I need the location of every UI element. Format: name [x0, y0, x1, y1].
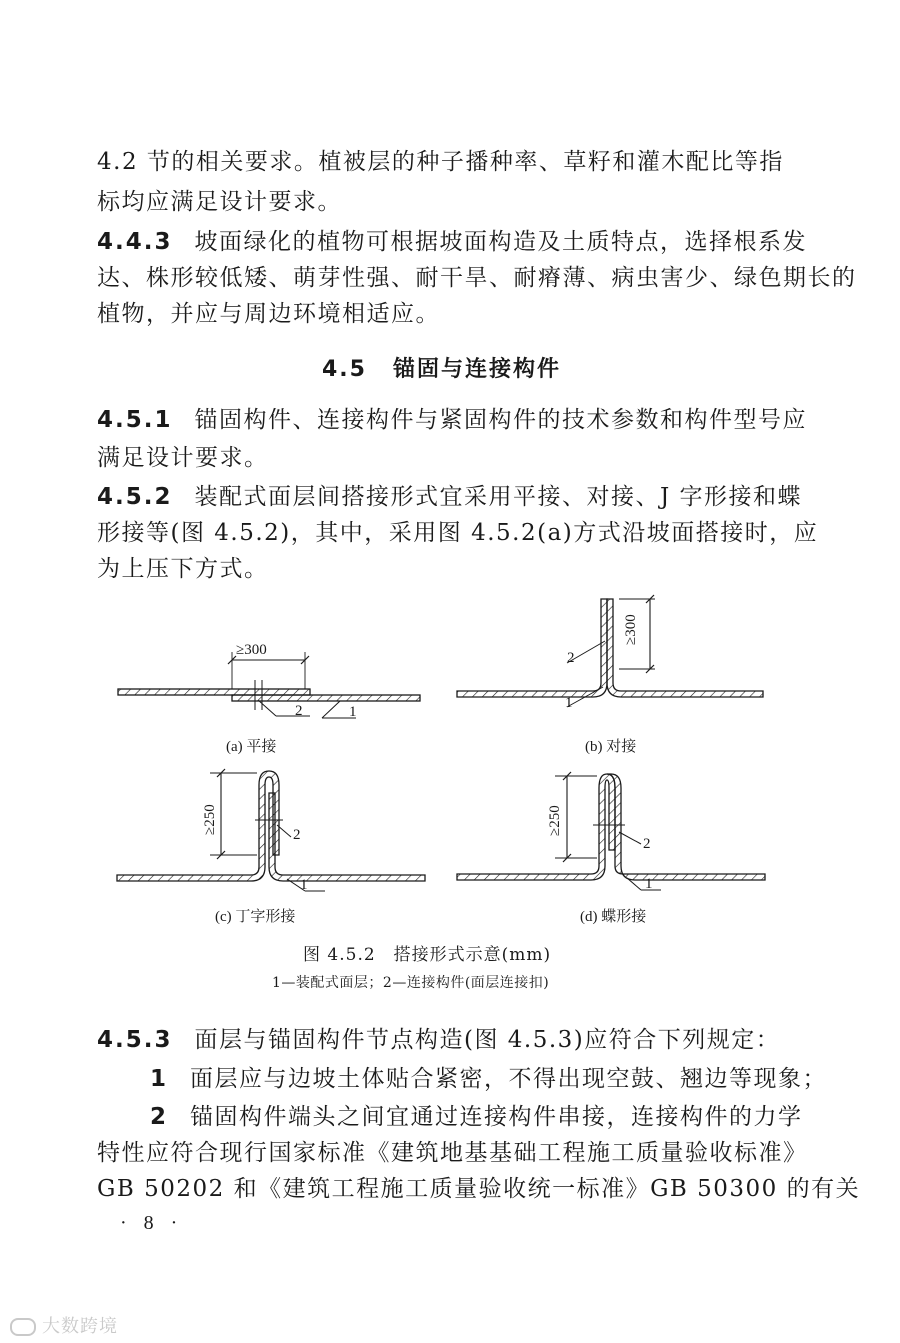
- panel-right: [232, 695, 420, 701]
- clause-4-5-3: [97, 1025, 780, 1055]
- clause-number: 4.5.1: [97, 407, 173, 433]
- caption-c: (c) 丁字形接: [215, 909, 296, 925]
- text-line: 满足设计要求。: [97, 445, 269, 471]
- item-number: 2: [150, 1104, 169, 1130]
- clause-text: 装配式面层间搭接形式宜采用平接、对接、J 字形接和蝶: [194, 484, 803, 510]
- watermark: [10, 1312, 118, 1338]
- panel-right: [607, 599, 763, 697]
- page-number: · 8 ·: [120, 1212, 184, 1234]
- text-line: 为上压下方式。: [97, 556, 269, 582]
- clause-text: 坡面绿化的植物可根据坡面构造及土质特点，选择根系发: [194, 229, 807, 255]
- clause-4-4-3: [97, 227, 807, 257]
- figure-b-diagram: [455, 595, 775, 720]
- caption-a: (a) 平接: [226, 739, 277, 755]
- watermark-text: 大数跨境: [42, 1316, 118, 1337]
- section-number: 4.5: [322, 357, 367, 382]
- leader-2: [258, 700, 276, 716]
- panel-left: [118, 689, 310, 695]
- leader-1: [322, 701, 340, 718]
- figure-c-diagram: [115, 765, 435, 895]
- label-2: 2: [295, 703, 303, 719]
- text-line: 形接等(图 4.5.2)，其中，采用图 4.5.2(a)方式沿坡面搭接时，应: [97, 520, 819, 546]
- clause-text: 锚固构件、连接构件与紧固构件的技术参数和构件型号应: [194, 407, 807, 433]
- text-line: 4.2 节的相关要求。植被层的种子播种率、草籽和灌木配比等指: [97, 149, 784, 175]
- label-2: 2: [643, 836, 651, 852]
- label-1: 1: [300, 877, 308, 893]
- figure-title: 图 4.5.2 搭接形式示意(mm): [303, 945, 552, 965]
- dim-label: ≥250: [547, 805, 563, 836]
- caption-b: (b) 对接: [585, 739, 637, 755]
- clause-number: 4.5.3: [97, 1027, 173, 1053]
- label-1: 1: [565, 695, 573, 711]
- panel-right: [607, 774, 765, 880]
- clause-number: 4.4.3: [97, 229, 173, 255]
- figure-a-diagram: [110, 640, 430, 720]
- item-2: [150, 1102, 803, 1132]
- text-line: 达、株形较低矮、萌芽性强、耐干旱、耐瘠薄、病虫害少、绿色期长的: [97, 265, 857, 291]
- figure-d-diagram: [455, 770, 775, 895]
- panel-left: [117, 771, 279, 881]
- label-1: 1: [349, 704, 357, 720]
- item-text: 锚固构件端头之间宜通过连接构件串接，连接构件的力学: [190, 1104, 803, 1130]
- label-2: 2: [567, 650, 575, 666]
- section-title: 锚固与连接构件: [392, 357, 561, 382]
- item-text: 面层应与边坡土体贴合紧密，不得出现空鼓、翘边等现象；: [190, 1066, 828, 1092]
- section-heading: [322, 352, 561, 383]
- panel-left: [457, 774, 615, 880]
- leader-2: [619, 832, 641, 844]
- dim-label: ≥300: [236, 642, 267, 658]
- text-line: 植物，并应与周边环境相适应。: [97, 301, 440, 327]
- dim-label: ≥300: [623, 614, 639, 645]
- clause-4-5-2: [97, 482, 802, 512]
- figure-note: 1—装配式面层；2—连接构件(面层连接扣): [272, 975, 550, 991]
- text-line: 特性应符合现行国家标准《建筑地基基础工程施工质量验收标准》: [97, 1140, 808, 1166]
- clause-4-5-1: [97, 405, 807, 435]
- watermark-logo-icon: [10, 1318, 36, 1336]
- label-1: 1: [645, 876, 653, 892]
- clause-text: 面层与锚固构件节点构造(图 4.5.3)应符合下列规定：: [194, 1027, 781, 1053]
- clause-number: 4.5.2: [97, 484, 173, 510]
- dim-label: ≥250: [202, 804, 218, 835]
- item-number: 1: [150, 1066, 169, 1092]
- text-line: GB 50202 和《建筑工程施工质量验收统一标准》GB 50300 的有关: [97, 1176, 861, 1202]
- panel-left: [457, 599, 607, 697]
- label-2: 2: [293, 827, 301, 843]
- text-line: 标均应满足设计要求。: [97, 189, 342, 215]
- item-1: [150, 1064, 827, 1094]
- caption-d: (d) 蝶形接: [580, 909, 647, 925]
